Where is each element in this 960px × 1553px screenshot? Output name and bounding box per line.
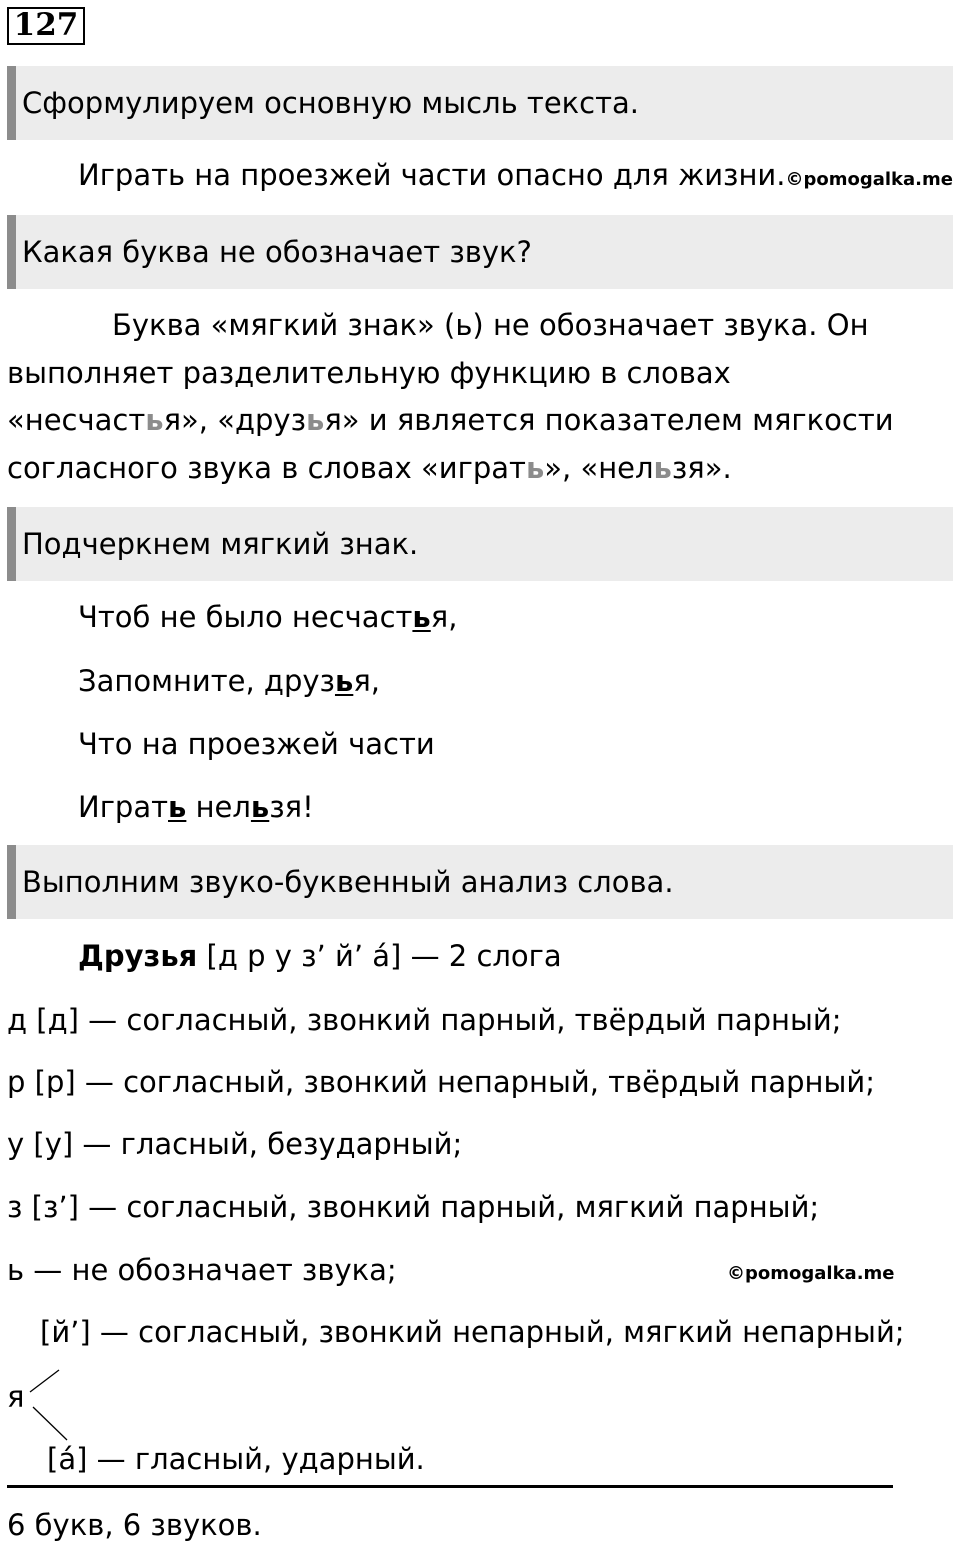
underlined-soft-sign: ь bbox=[334, 664, 354, 698]
paragraph-text: », «нел bbox=[544, 451, 654, 485]
main-idea-line bbox=[78, 158, 953, 193]
soft-sign-highlight: ь bbox=[653, 451, 672, 485]
poem-line-3 bbox=[78, 727, 435, 762]
analysis-transcription: [д р у з’ й’ а́] — 2 слога bbox=[197, 939, 562, 973]
poem-text: я, bbox=[353, 664, 380, 698]
analysis-row: ь — не обозначает звука; bbox=[7, 1253, 397, 1287]
branch-lines-icon bbox=[25, 1365, 75, 1445]
section-header-main-idea bbox=[7, 66, 953, 140]
task-number: 127 bbox=[7, 7, 85, 45]
summary-text: 6 букв, 6 звуков. bbox=[7, 1508, 262, 1542]
soft-sign-paragraph-line-4 bbox=[7, 451, 732, 486]
soft-sign-paragraph-line-2 bbox=[7, 356, 731, 391]
poem-text: я, bbox=[430, 600, 458, 634]
analysis-row: р [р] — согласный, звонкий непарный, твёрдый парный; bbox=[7, 1065, 876, 1099]
paragraph-text: я», «друз bbox=[163, 403, 306, 437]
paragraph-text: «несчаст bbox=[7, 403, 146, 437]
main-idea-text: Играть на проезжей части опасно для жизни. bbox=[78, 158, 786, 192]
paragraph-text: зя». bbox=[671, 451, 732, 485]
section-title: Какая буква не обозначает звук? bbox=[22, 234, 532, 269]
section-header-analysis bbox=[7, 845, 953, 919]
soft-sign-paragraph-line-3 bbox=[7, 403, 894, 438]
section-header-underline bbox=[7, 507, 953, 581]
poem-text: Играт bbox=[78, 790, 169, 824]
ya-upper-sound: [й’] — согласный, звонкий непарный, мягкий непарный; bbox=[40, 1315, 905, 1349]
poem-text: зя! bbox=[269, 790, 314, 824]
section-header-soft-sign-question bbox=[7, 215, 953, 289]
underlined-soft-sign: ь bbox=[250, 790, 270, 824]
soft-sign-highlight: ь bbox=[306, 403, 325, 437]
analysis-row: у [у] — гласный, безударный; bbox=[7, 1127, 463, 1161]
underlined-soft-sign: ь bbox=[168, 790, 187, 824]
poem-line-2 bbox=[78, 664, 380, 699]
paragraph-text: согласного звука в словах «играт bbox=[7, 451, 526, 485]
poem-text: Чтоб не было несчаст bbox=[78, 600, 413, 634]
ya-letter: я bbox=[7, 1380, 25, 1414]
poem-text: Запомните, друз bbox=[78, 664, 335, 698]
analysis-heading bbox=[78, 939, 562, 974]
section-title: Сформулируем основную мысль текста. bbox=[22, 85, 640, 120]
analysis-word: Друзья bbox=[78, 939, 198, 973]
poem-line-4 bbox=[78, 790, 314, 825]
poem-text: нел bbox=[186, 790, 251, 824]
section-title: Подчеркнем мягкий знак. bbox=[22, 526, 419, 561]
paragraph-text: я» и является показателем мягкости bbox=[324, 403, 894, 437]
watermark-text: ©pomogalka.me bbox=[727, 1263, 895, 1284]
soft-sign-highlight: ь bbox=[145, 403, 164, 437]
watermark-text: ©pomogalka.me bbox=[785, 169, 953, 190]
poem-text: Что на проезжей части bbox=[78, 727, 435, 761]
analysis-row: д [д] — согласный, звонкий парный, твёрдый парный; bbox=[7, 1003, 842, 1037]
analysis-row: з [з’] — согласный, звонкий парный, мягкий парный; bbox=[7, 1190, 820, 1224]
divider-line bbox=[7, 1485, 893, 1488]
section-title: Выполним звуко-буквенный анализ слова. bbox=[22, 864, 674, 899]
soft-sign-paragraph-line-1 bbox=[112, 308, 869, 343]
underlined-soft-sign: ь bbox=[412, 600, 431, 634]
ya-lower-sound: [а́] — гласный, ударный. bbox=[47, 1442, 425, 1476]
soft-sign-highlight: ь bbox=[525, 451, 545, 485]
paragraph-text: выполняет разделительную функцию в словах bbox=[7, 356, 731, 390]
poem-line-1 bbox=[78, 600, 457, 635]
paragraph-text: Буква «мягкий знак» (ь) не обозначает звука. Он bbox=[112, 308, 869, 342]
